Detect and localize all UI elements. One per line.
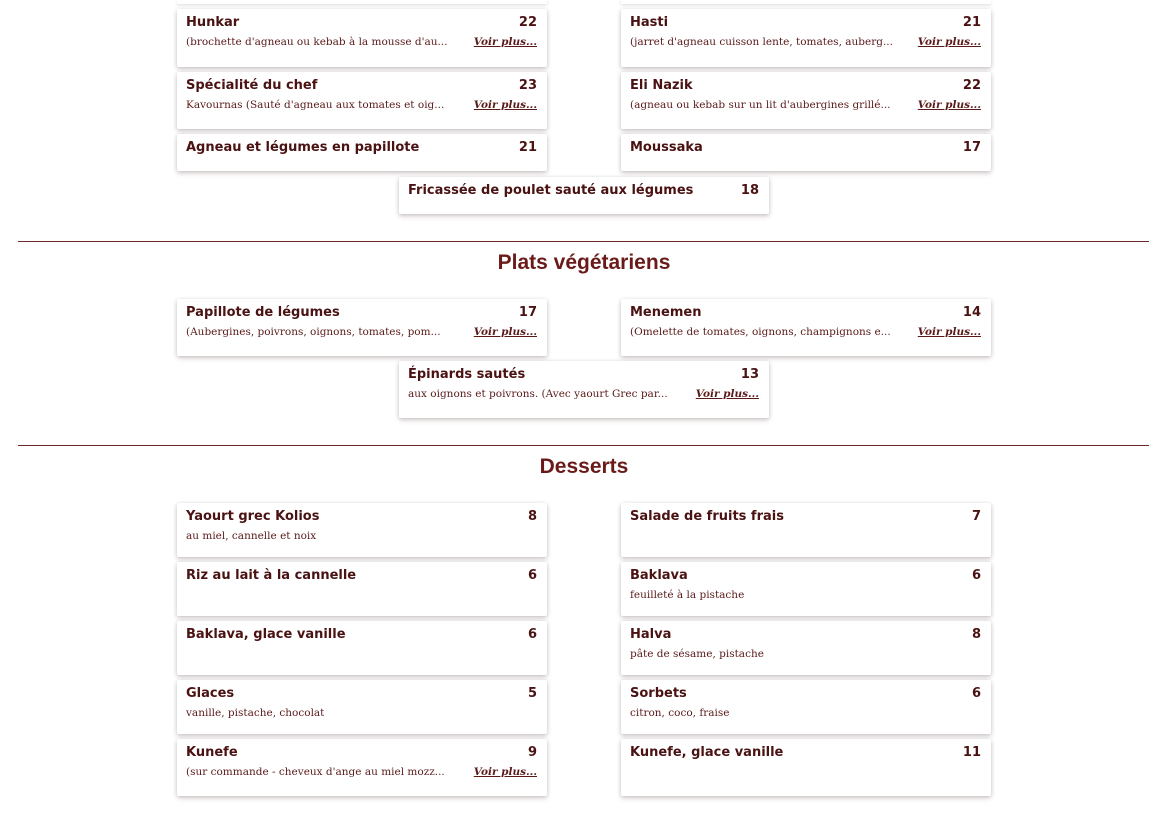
item-description: (jarret d'agneau cuisson lente, tomates, auberg... <box>630 36 893 48</box>
menu-item-card[interactable] <box>177 503 547 557</box>
item-price: 13 <box>740 367 759 382</box>
item-description: aux oignons et poivrons. (Avec yaourt Grec par... <box>408 388 668 400</box>
item-price: 14 <box>962 305 981 320</box>
card-edge <box>621 0 991 4</box>
item-price: 21 <box>518 140 537 155</box>
item-price: 11 <box>962 745 981 760</box>
item-name: Épinards sautés <box>408 367 526 382</box>
item-description: feuilleté à la pistache <box>630 589 745 601</box>
menu-item-card[interactable] <box>177 299 547 356</box>
item-price: 17 <box>962 140 981 155</box>
menu-item-card[interactable] <box>177 134 547 171</box>
item-description: vanille, pistache, chocolat <box>186 707 325 719</box>
item-description: (sur commande - cheveux d'ange au miel mozz... <box>186 766 445 778</box>
section-divider <box>18 445 1149 446</box>
item-name: Halva <box>630 627 672 642</box>
item-name: Eli Nazik <box>630 78 693 93</box>
menu-item-card[interactable] <box>621 134 991 171</box>
item-name: Papillote de légumes <box>186 305 340 320</box>
voir-plus-link[interactable]: Voir plus... <box>917 36 981 48</box>
item-price: 5 <box>527 686 537 701</box>
item-price: 22 <box>518 15 537 30</box>
section-title: Plats végétariens <box>497 251 671 274</box>
menu-item-card[interactable] <box>621 503 991 557</box>
item-name: Salade de fruits frais <box>630 509 784 524</box>
item-name: Yaourt grec Kolios <box>186 509 320 524</box>
menu-item-card[interactable] <box>177 739 547 796</box>
menu-item-card[interactable] <box>177 9 547 67</box>
item-name: Sorbets <box>630 686 687 701</box>
item-description: (agneau ou kebab sur un lit d'aubergines grillé... <box>630 99 891 111</box>
item-name: Menemen <box>630 305 702 320</box>
item-price: 22 <box>962 78 981 93</box>
menu-item-card[interactable] <box>177 621 547 675</box>
item-name: Riz au lait à la cannelle <box>186 568 357 583</box>
item-price: 17 <box>518 305 537 320</box>
menu-item-card[interactable] <box>399 177 769 214</box>
item-price: 21 <box>962 15 981 30</box>
menu-item-card[interactable] <box>621 739 991 796</box>
item-price: 6 <box>971 686 981 701</box>
item-description: (Omelette de tomates, oignons, champignons e... <box>630 326 891 338</box>
item-price: 6 <box>527 627 537 642</box>
item-description: Kavournas (Sauté d'agneau aux tomates et oig... <box>186 99 445 111</box>
menu-item-card[interactable] <box>399 361 769 418</box>
voir-plus-link[interactable]: Voir plus... <box>473 326 537 338</box>
menu-item-card[interactable] <box>177 562 547 616</box>
item-description: pâte de sésame, pistache <box>630 648 764 660</box>
item-name: Spécialité du chef <box>186 78 318 93</box>
item-price: 7 <box>971 509 981 524</box>
item-price: 8 <box>527 509 537 524</box>
menu-item-card[interactable] <box>177 680 547 734</box>
voir-plus-link[interactable]: Voir plus... <box>473 99 537 111</box>
item-description: (brochette d'agneau ou kebab à la mousse d'au... <box>186 36 448 48</box>
menu-item-card[interactable] <box>621 621 991 675</box>
menu-item-card[interactable] <box>621 680 991 734</box>
item-price: 18 <box>740 183 759 198</box>
item-description: citron, coco, fraise <box>630 707 730 719</box>
card-edge <box>177 0 547 4</box>
item-price: 6 <box>971 568 981 583</box>
menu-item-card[interactable] <box>621 72 991 129</box>
voir-plus-link[interactable]: Voir plus... <box>473 766 537 778</box>
item-price: 8 <box>971 627 981 642</box>
item-price: 6 <box>527 568 537 583</box>
item-description: (Aubergines, poivrons, oignons, tomates, pom... <box>186 326 441 338</box>
voir-plus-link[interactable]: Voir plus... <box>695 388 759 400</box>
item-name: Glaces <box>186 686 235 701</box>
item-name: Agneau et légumes en papillote <box>186 140 420 155</box>
item-name: Kunefe <box>186 745 238 760</box>
item-name: Moussaka <box>630 140 703 155</box>
item-price: 9 <box>527 745 537 760</box>
menu-item-card[interactable] <box>621 9 991 67</box>
item-name: Baklava <box>630 568 688 583</box>
item-name: Kunefe, glace vanille <box>630 745 784 760</box>
item-name: Hunkar <box>186 15 240 30</box>
item-description: au miel, cannelle et noix <box>186 530 317 542</box>
voir-plus-link[interactable]: Voir plus... <box>917 99 981 111</box>
menu-item-card[interactable] <box>177 72 547 129</box>
section-title: Desserts <box>539 455 629 478</box>
menu-item-card[interactable] <box>621 562 991 616</box>
section-divider <box>18 241 1149 242</box>
menu-item-card[interactable] <box>621 299 991 356</box>
voir-plus-link[interactable]: Voir plus... <box>473 36 537 48</box>
item-price: 23 <box>518 78 537 93</box>
item-name: Baklava, glace vanille <box>186 627 346 642</box>
item-name: Fricassée de poulet sauté aux légumes <box>408 183 694 198</box>
item-name: Hasti <box>630 15 669 30</box>
voir-plus-link[interactable]: Voir plus... <box>917 326 981 338</box>
